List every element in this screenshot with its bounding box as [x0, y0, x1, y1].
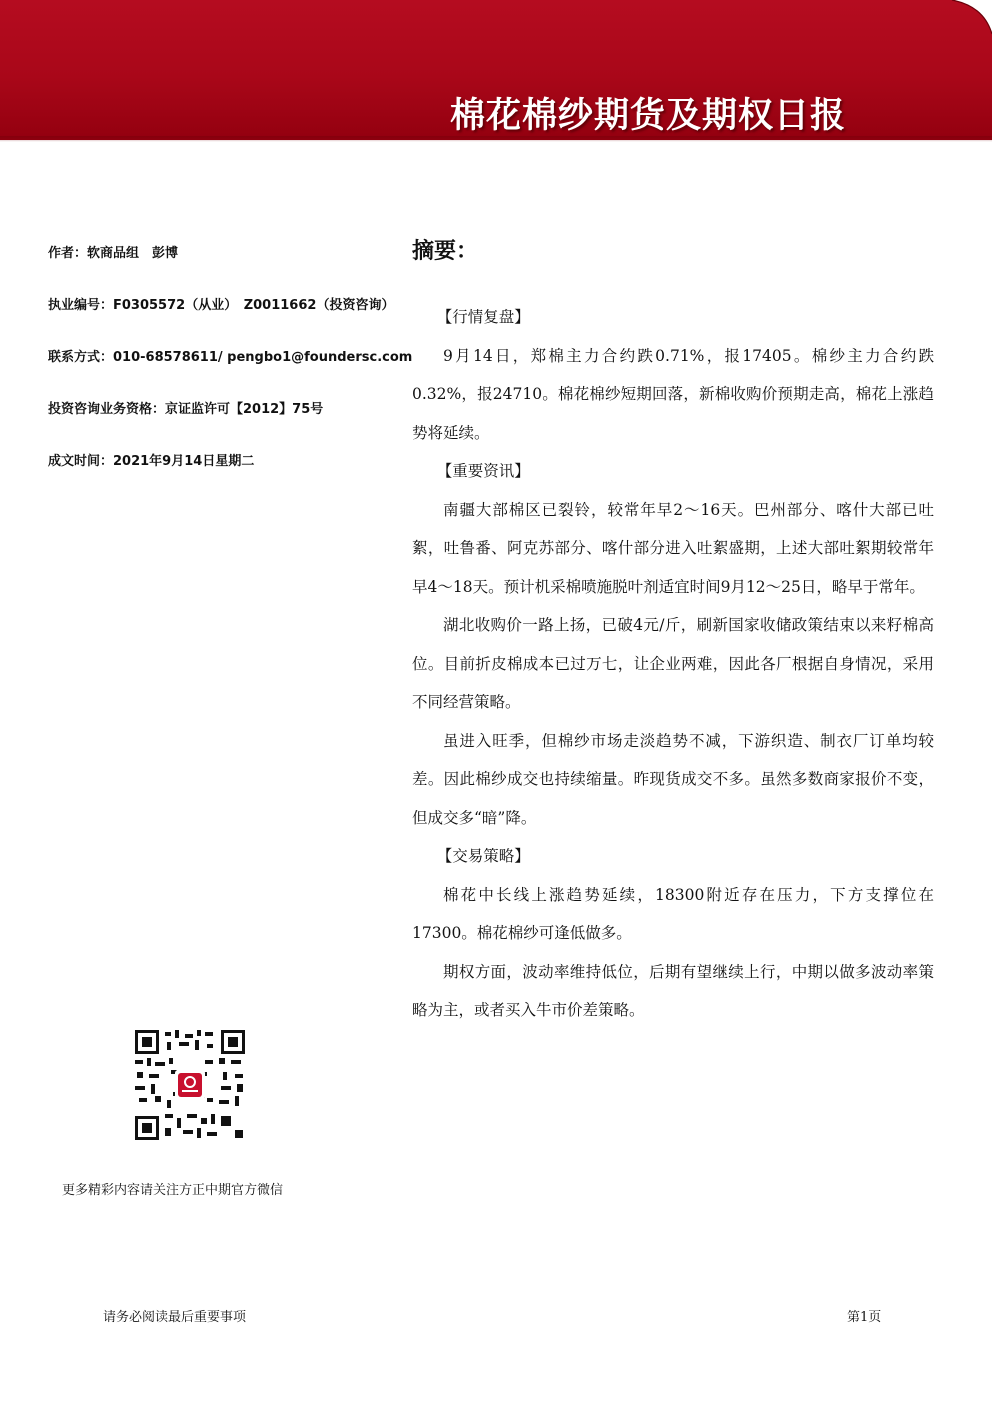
summary-heading: 摘要： [412, 239, 479, 264]
paragraph-news-1: 南疆大部棉区已裂铃，较常年早2～16天。巴州部分、喀什大部已吐絮，吐鲁番、阿克苏部分、喀什部分进入吐絮盛期，上述大部吐絮期较常年早4～18天。预计机采棉喷施脱叶剂适宜时间9月12～25日，略早于常年。 [412, 500, 934, 596]
date-line: 成文时间：2021年9月14日星期二 [48, 454, 255, 469]
footer-notice: 请务必阅读最后重要事项 [103, 1310, 247, 1325]
license-line: 执业编号：F0305572（从业） Z0011662（投资咨询） [48, 298, 395, 313]
page-number: 第1页 [847, 1310, 882, 1325]
section-market-review: 【行情复盘】 [436, 308, 530, 326]
paragraph-news-3: 虽进入旺季，但棉纱市场走淡趋势不减，下游织造、制衣厂订单均较差。因此棉纱成交也持续缩量。昨现货成交不多。虽然多数商家报价不变，但成交多“暗”降。 [412, 731, 934, 827]
wechat-qr-code [135, 1030, 245, 1140]
paragraph-strategy-1: 棉花中长线上涨趋势延续，18300附近存在压力，下方支撑位在17300。棉花棉纱可逢低做多。 [412, 885, 934, 942]
report-title: 棉花棉纱期货及期权日报 [450, 96, 847, 136]
paragraph-strategy-2: 期权方面，波动率维持低位，后期有望继续上行，中期以做多波动率策略为主，或者买入牛市价差策略。 [412, 962, 934, 1019]
section-important-news: 【重要资讯】 [436, 462, 530, 480]
corner-curve-decoration [932, 0, 992, 60]
author-info [48, 244, 413, 504]
qr-caption: 更多精彩内容请关注方正中期官方微信 [62, 1183, 284, 1198]
contact-line: 联系方式：010-68578611/ pengbo1@foundersc.com [48, 350, 413, 365]
author-line: 作者：软商品组 彭博 [48, 246, 179, 261]
summary-body [412, 298, 934, 1030]
paragraph-market-review: 9月14日，郑棉主力合约跌0.71%，报17405。棉纱主力合约跌0.32%，报24710。棉花棉纱短期回落，新棉收购价预期走高，棉花上涨趋势将延续。 [412, 346, 934, 442]
banner-shadow [0, 136, 992, 142]
paragraph-news-2: 湖北收购价一路上扬，已破4元/斤，刷新国家收储政策结束以来籽棉高位。目前折皮棉成本已过万七，让企业两难，因此各厂根据自身情况，采用不同经营策略。 [412, 616, 934, 711]
header-banner [0, 0, 992, 140]
qualification-line: 投资咨询业务资格：京证监许可【2012】75号 [48, 402, 324, 417]
section-trading-strategy: 【交易策略】 [436, 847, 530, 865]
